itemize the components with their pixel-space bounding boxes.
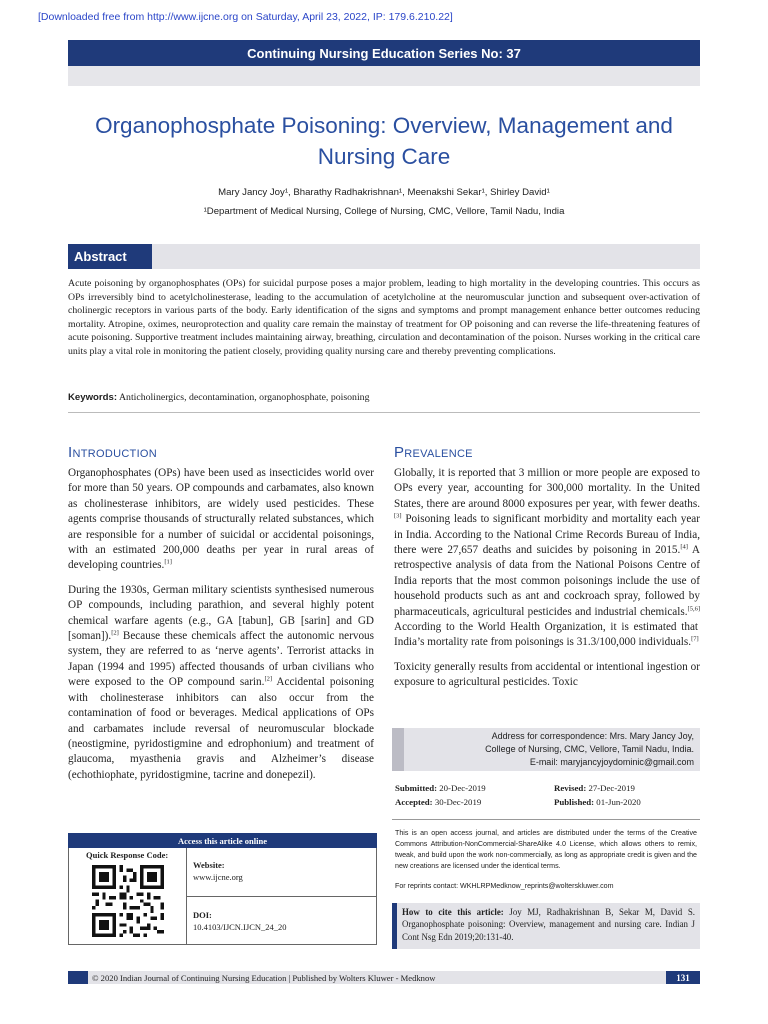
title-line-2: Nursing Care <box>317 144 451 169</box>
page-number: 131 <box>666 971 700 984</box>
download-notice: [Downloaded free from http://www.ijcne.org on Saturday, April 23, 2022, IP: 179.6.210.22] <box>38 11 453 23</box>
cite-text: Joy MJ, Radhakrishnan B, Sekar M, David S. Organophosphate poisoning: Overview, management and nursing care. Indian J Cont Nsg Edn 2019;20:131-40. <box>402 907 695 942</box>
title-line-1: Organophosphate Poisoning: Overview, Management and <box>95 113 673 138</box>
qr-code-label: Quick Response Code: <box>86 850 169 860</box>
correspondence-line-2: College of Nursing, CMC, Vellore, Tamil Nadu, India. <box>485 744 694 754</box>
correspondence-box <box>392 728 700 771</box>
citation[interactable]: [5,6] <box>687 604 700 612</box>
website-label: Website: <box>193 860 225 870</box>
revised-date: Revised: 27-Dec-2019 <box>554 783 635 793</box>
accepted-date: Accepted: 30-Dec-2019 <box>395 797 482 807</box>
affiliation: ¹Department of Medical Nursing, College of Nursing, CMC, Vellore, Tamil Nadu, India <box>203 206 565 217</box>
citation[interactable]: [2] <box>264 675 273 683</box>
dates-divider <box>392 819 700 820</box>
introduction-heading: Introduction <box>68 444 158 461</box>
introduction-body <box>68 466 374 792</box>
access-divider-horizontal <box>186 896 377 897</box>
footer-accent <box>68 971 88 984</box>
introduction-paragraph-2: During the 1930s, German military scientists synthesised numerous OP compounds, including parathion, and several highly potent chemical warfare agents (e.g., GA [tabun], GB [sarin] and GD [soman]).[2] Because these chemicals affect the autonomic nervous system, they are referred to as ‘nerve agents’. Terrorist attacks in Japan (1994 and 1995) affected thousands of urban civilians who were exposed to the OP compound sarin.[2] Accidental poisoning with cholinesterase inhibitors can also occur from the contamination of food or beverages. Medical applications of OPs and carbamates include reversal of neuromuscular blockade (neostigmine, pyridostigmine and edrophonium) and treatment of glaucoma, myasthenia gravis and Alzheimer’s disease (echothiophate, pyridostigmine, tacrine and donepezil). <box>68 583 374 781</box>
abstract-header-bar <box>68 244 700 269</box>
reprints-contact[interactable]: For reprints contact: WKHLRPMedknow_reprints@wolterskluwer.com <box>395 882 614 890</box>
citation[interactable]: [1] <box>164 558 172 566</box>
access-online-title: Access this article online <box>68 833 377 848</box>
citation[interactable]: [7] <box>691 635 699 643</box>
submitted-date: Submitted: 20-Dec-2019 <box>395 783 486 793</box>
published-date: Published: 01-Jun-2020 <box>554 797 641 807</box>
prevalence-heading: Prevalence <box>394 444 473 461</box>
qr-code-icon[interactable] <box>92 865 164 937</box>
correspondence-line-1: Address for correspondence: Mrs. Mary Jancy Joy, <box>491 731 694 741</box>
cite-label: How to cite this article: <box>402 907 504 917</box>
series-banner-underbar <box>68 66 700 86</box>
website-link[interactable]: www.ijcne.org <box>193 872 243 882</box>
license-notice: This is an open access journal, and articles are distributed under the terms of the Creative Commons Attribution-NonCommercial-ShareAlike 4.0 License, which allows others to remix, tweak, and build upon the work non-commercially, as long as appropriate credit is given and the new creations are licensed under the identical terms. <box>395 829 697 870</box>
abstract-text: Acute poisoning by organophosphates (OPs) for suicidal purpose poses a major problem, leading to high mortality in the developing countries. This occurs as OPs irreversibly bind to acetylcholinesterase, leading to the accumulation of acetylcholine at the neuromuscular junction and subsequent over-activation of cholinergic receptors in various parts of the body. Early identification of the signs and symptoms and prompt management enhance better outcomes reducing mortality. Atropine, oximes, neuroprotection and quality care remain the mainstay of treatment for OP poisoning and can reverse the life-threatening features of acute poisoning. Supportive treatment includes maintaining airway, breathing, circulation and decontamination of the poison. Nurses working in the critical care units play a vital role in monitoring the patient closely, providing quality nursing care and thereby preventing complications. <box>68 278 700 357</box>
keywords <box>68 392 700 403</box>
keywords-text: Anticholinergics, decontamination, organophosphate, poisoning <box>118 392 370 403</box>
divider <box>68 412 700 413</box>
author-list: Mary Jancy Joy¹, Bharathy Radhakrishnan¹, Meenakshi Sekar¹, Shirley David¹ <box>218 187 550 198</box>
introduction-paragraph-1: Organophosphates (OPs) have been used as insecticides world over for more than 50 years. OP compounds and carbamates, also known as cholinesterase inhibitors, are widely used pesticides. These agents comprise thousands of structurally related substances, which are responsible for a number of suicidal or accidental poisonings, with an estimated 200,000 deaths per year in rural areas of developing countries.[1] <box>68 467 374 572</box>
abstract-label: Abstract <box>68 244 152 269</box>
citation[interactable]: [2] <box>111 629 119 637</box>
keywords-label: Keywords: <box>68 392 118 403</box>
prevalence-paragraph-2: Toxicity generally results from accidental or intentional ingestion or exposure to agricultural pesticides. Toxic <box>394 660 700 689</box>
doi-label: DOI: <box>193 910 212 920</box>
prevalence-body <box>394 466 700 700</box>
prevalence-paragraph-1: Globally, it is reported that 3 million or more people are exposed to OPs every year, accounting for 300,000 mortality. In the United States, there are around 8000 exposures per year, with fewer deaths.[3] Poisoning leads to significant morbidity and mortality each year in India. According to the National Crime Records Bureau of India, there were 27,657 deaths and suicides by poisoning in 2015.[4] A retrospective analysis of data from the National Poisons Centre of India reports that the most common poisonings include the use of household products such as ant and cockroach spray, followed by pharmaceuticals, agricultural pesticides and industrial chemicals.[5,6] According to the World Health Organization, it is estimated that India’s mortality rate from poisonings is 31.3/100,000 individuals.[7] <box>394 467 700 649</box>
series-banner: Continuing Nursing Education Series No: 37 <box>68 40 700 66</box>
article-title <box>68 110 700 172</box>
footer-copyright: © 2020 Indian Journal of Continuing Nursing Education | Published by Wolters Kluwer - Medknow <box>92 972 436 983</box>
correspondence-email[interactable]: E-mail: maryjancyjoydominic@gmail.com <box>529 757 694 767</box>
citation[interactable]: [3] <box>394 512 402 520</box>
citation-box <box>392 903 700 949</box>
doi-link[interactable]: 10.4103/IJCN.IJCN_24_20 <box>193 922 287 932</box>
citation[interactable]: [4] <box>680 543 688 551</box>
